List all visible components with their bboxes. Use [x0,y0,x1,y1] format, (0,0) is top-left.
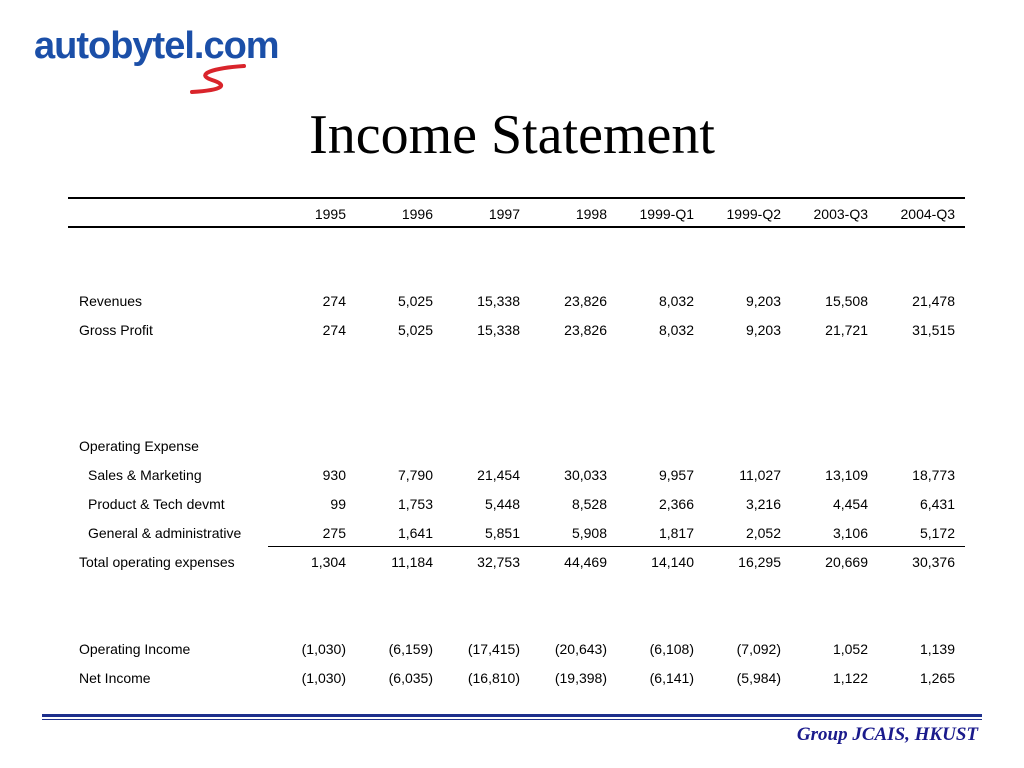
table-cell: (6,108) [649,641,694,657]
table-cell: 3,216 [745,496,781,512]
table-cell: 30,376 [912,554,955,570]
table-cell: 30,033 [564,467,607,483]
column-header: 2004-Q3 [900,206,955,222]
table-cell: 1,265 [919,670,955,686]
row-label: General & administrative [88,525,242,541]
table-cell: 1,753 [397,496,433,512]
table-cell: 23,826 [564,293,607,309]
column-header: 1996 [401,206,433,222]
table-cell: 1,122 [832,670,868,686]
table-cell: (6,035) [388,670,433,686]
table-cell: 9,957 [658,467,694,483]
table-cell: 11,027 [739,467,781,483]
row-label: Gross Profit [79,322,153,338]
table-cell: 7,790 [397,467,433,483]
table-cell: 5,172 [919,525,955,541]
table-cell: 21,478 [912,293,955,309]
table-cell: 5,448 [484,496,520,512]
table-cell: 32,753 [477,554,520,570]
table-cell: 9,203 [745,293,781,309]
table-cell: 99 [330,496,346,512]
table-cell: 1,139 [919,641,955,657]
table-cell: 8,528 [571,496,607,512]
table-cell: (20,643) [554,641,607,657]
table-cell: 1,052 [832,641,868,657]
table-cell: 8,032 [658,293,694,309]
table-cell: 11,184 [391,554,433,570]
table-cell: (5,984) [736,670,781,686]
column-header: 1999-Q2 [726,206,781,222]
table-cell: 5,025 [397,293,433,309]
table-cell: (19,398) [554,670,607,686]
table-cell: 3,106 [832,525,868,541]
column-header: 1998 [575,206,607,222]
table-cell: (1,030) [301,670,346,686]
table-cell: 15,508 [825,293,868,309]
table-cell: 44,469 [564,554,607,570]
table-cell: (7,092) [736,641,781,657]
table-cell: 20,669 [825,554,868,570]
table-cell: 5,025 [397,322,433,338]
row-label: Sales & Marketing [88,467,202,483]
footer-rule-thick [42,714,982,717]
table-cell: (6,159) [388,641,433,657]
table-cell: 9,203 [745,322,781,338]
table-cell: 23,826 [564,322,607,338]
column-header: 1999-Q1 [639,206,694,222]
table-cell: 1,641 [397,525,433,541]
row-label: Product & Tech devmt [88,496,225,512]
row-label: Revenues [79,293,143,309]
logo-text: autobytel.com [34,25,279,67]
footer-rule-thin [42,719,982,720]
table-cell: 275 [322,525,346,541]
table-cell: (17,415) [467,641,520,657]
logo-swoosh-icon [184,64,284,94]
table-cell: 274 [322,322,346,338]
table-cell: 2,366 [658,496,694,512]
column-header: 2003-Q3 [813,206,868,222]
table-top-rule [68,197,965,199]
table-cell: 5,908 [571,525,607,541]
row-label: Operating Expense [79,438,199,454]
row-label: Total operating expenses [79,554,235,570]
column-header: 1997 [488,206,520,222]
table-cell: 930 [322,467,346,483]
table-cell: 31,515 [912,322,955,338]
table-cell: 15,338 [477,293,520,309]
table-cell: 15,338 [477,322,520,338]
column-header: 1995 [314,206,346,222]
footer-credit: Group JCAIS, HKUST [796,724,978,745]
table-cell: 18,773 [912,467,955,483]
row-label: Net Income [79,670,151,686]
table-cell: 21,721 [825,322,868,338]
table-cell: 8,032 [658,322,694,338]
table-cell: 2,052 [745,525,781,541]
table-cell: 4,454 [832,496,868,512]
table-cell: 6,431 [919,496,955,512]
page-title: Income Statement [309,104,715,166]
subtotal-rule [268,546,965,547]
table-cell: 5,851 [484,525,520,541]
table-cell: 1,817 [658,525,694,541]
table-cell: 21,454 [477,467,520,483]
table-cell: (1,030) [301,641,346,657]
table-cell: 16,295 [738,554,781,570]
table-cell: 13,109 [825,467,868,483]
autobytel-logo [34,24,279,94]
row-label: Operating Income [79,641,191,657]
table-cell: 274 [322,293,346,309]
table-cell: (6,141) [649,670,694,686]
table-header-rule [68,226,965,228]
table-cell: (16,810) [467,670,520,686]
table-cell: 1,304 [310,554,346,570]
table-cell: 14,140 [651,554,694,570]
